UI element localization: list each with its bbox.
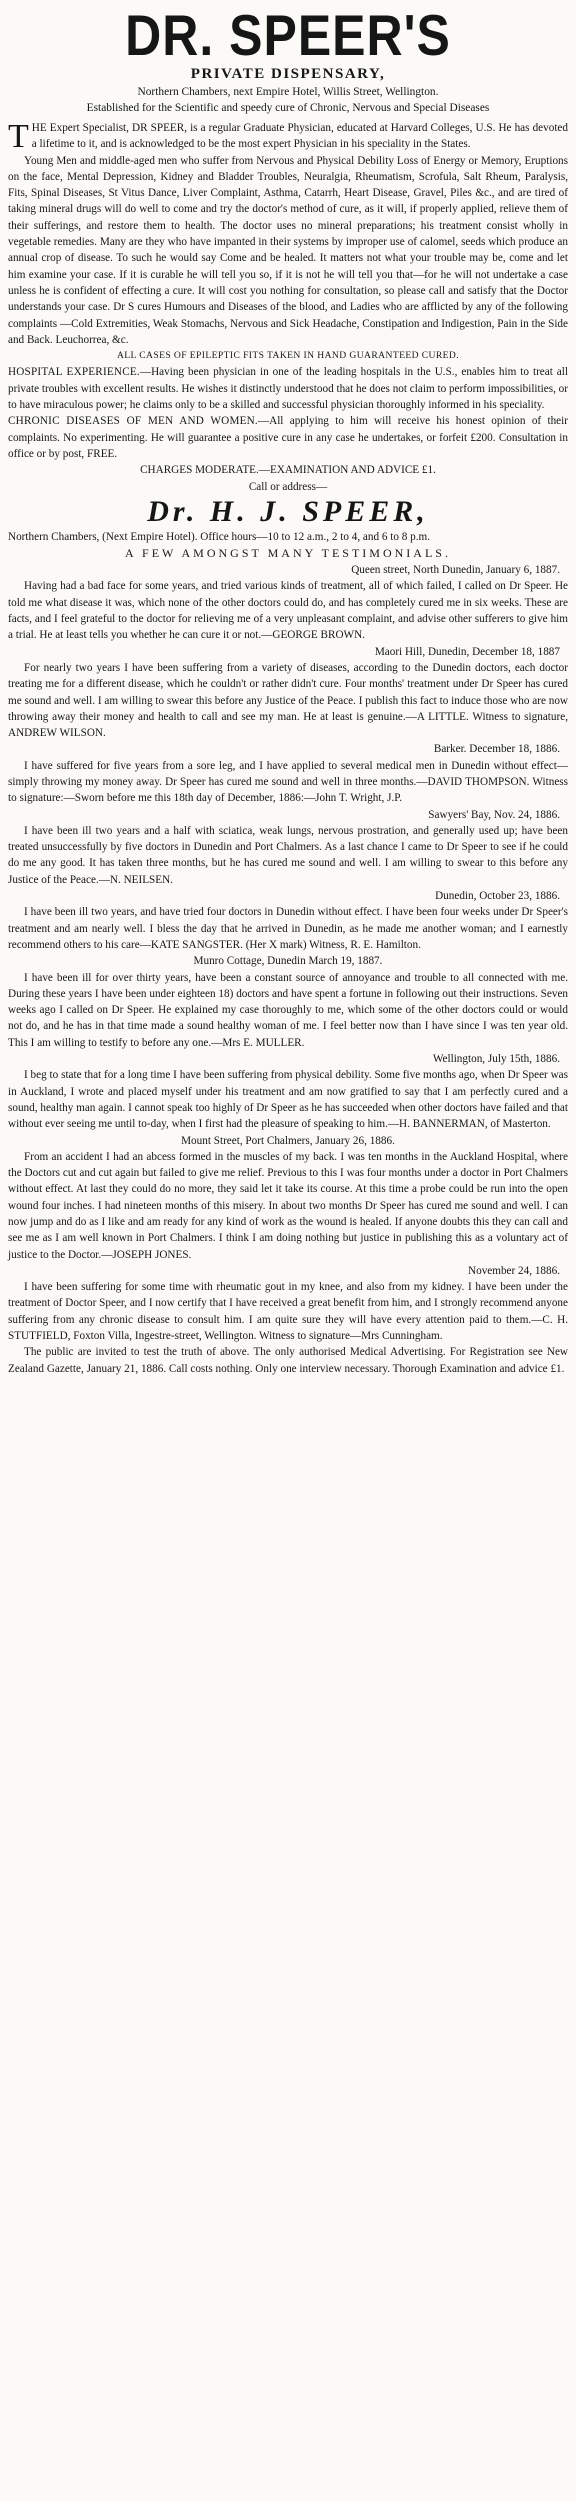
masthead-title: DR. SPEER'S bbox=[125, 3, 451, 68]
doctor-name: Dr. H. J. SPEER, bbox=[147, 494, 429, 528]
testimonial-place: November 24, 1886. bbox=[468, 1264, 560, 1277]
testimonial-text: I have been ill two years, and have tried four doctors in Dunedin without effect. I have been four weeks under Dr Speer's treatment and am nearly well. I bless the day that he arrived in Dunedin, as he made me another woman; and I earnestly recommend others to his care—KATE SANGSTER. (Her X mark) Witness, R. E. Hamilton. bbox=[8, 906, 568, 951]
closing-paragraph: The public are invited to test the truth of above. The only authorised Medical Advertising. For Registration see New Zealand Gazette, January 21, 1886. Call costs nothing. Only one interview necessary. Thorough Examination and advice £1. bbox=[8, 1346, 568, 1375]
address-line-1: Northern Chambers, next Empire Hotel, Willis Street, Wellington. bbox=[137, 86, 439, 98]
subhead-title: PRIVATE DISPENSARY, bbox=[190, 66, 386, 82]
main-paragraph: Young Men and middle-aged men who suffer from Nervous and Physical Debility Loss of Energy or Memory, Eruptions on the face, Mental Depression, Kidney and Bladder Troubles, Neuralgia, Rheumatism, Scrofula, Salt Rheum, Paralysis, Fits, Spinal Diseases, St Vitus Dance, Liver Complaint, Asthma, Catarrh, Heart Disease, Gravel, Piles &c., and are tired of taking mineral drugs will do well to come and try the doctor's method of cure, as it will, if properly applied, relieve them of their sufferings, and restore them to health. The doctor uses no mineral preparations; his treatment consist wholly in vegetable remedies. Many are they who have impanted in their systems by improper use of calomel, seeds which produce an annual crop of disease. To such he would say Come and be healed. It matters not what your trouble may be, come and let him examine your case. If it is curable he will tell you so, if it is not he will tell you that—for he will not undertake a case unless he is confident of effecting a cure. It will cost you nothing for consultation, so please call and satisfy that the Doctor understands your case. Dr S cures Humours and Diseases of the blood, and Ladies who are afflicted by any of the following complaints —Cold Extremities, Weak Stomachs, Nervous and Sick Headache, Constipation and Indigestion, Pain in the Side and Back. Leuchorrea, &c. bbox=[8, 154, 568, 346]
testimonials-list bbox=[8, 562, 568, 1344]
hospital-text: —Having been physician in one of the leading hospitals in the U.S., enables him to treat all private troubles with excellent results. He wishes it distinctly understood that he does not claim to perform impossibilities, or to have miraculous power; he claims only to be a skilled and successful physician thoroughly informed in his speciality. bbox=[8, 366, 568, 412]
testimonial-text: Having had a bad face for some years, and tried various kinds of treatment, all of which failed, I called on Dr Speer. He told me what disease it was, which none of the other doctors could do, and has completely cured me in six weeks. These are facts, and I feel grateful to the doctor for relieving me of a very unpleasant complaint, and advise other sufferers to give him a trial. He at least tells you whether he can cure it or not.—GEORGE BROWN. bbox=[8, 580, 568, 642]
testimonial-place: Mount Street, Port Chalmers, January 26, 1886. bbox=[181, 1134, 395, 1147]
testimonial-text: I have been suffering for some time with rheumatic gout in my knee, and also from my kidney. I have been under the treatment of Doctor Speer, and I now certify that I have received a great benefit from him, and I strongly recommend anyone suffering from any chronic disease to consult him. I am quite sure they will have every attention paid to them.—C. H. STUTFIELD, Foxton Villa, Ingestre-street, Wellington. Witness to signature—Mrs Cunningham. bbox=[8, 1281, 568, 1343]
address-line-2: Established for the Scientific and speedy cure of Chronic, Nervous and Special Diseases bbox=[86, 101, 490, 114]
testimonial-place: Dunedin, October 23, 1886. bbox=[435, 890, 560, 903]
testimonial-text: I have suffered for five years from a sore leg, and I have applied to several medical men in Dunedin without effect—simply throwing my money away. Dr Speer has cured me sound and well in three months.—DAVID THOMPSON. Witness to signature:—Sworn before me this 18th day of December, 1886:—John T. Wright, J.P. bbox=[8, 759, 568, 805]
testimonial-place: Munro Cottage, Dunedin March 19, 1887. bbox=[193, 955, 383, 968]
chronic-text: —All applying to him will receive his honest opinion of their complaints. No experimenting. He will guarantee a positive cure in any case he undertakes, or forfeit £200. Consultation in office or by post, FREE. bbox=[8, 415, 568, 460]
testimonial-place: Wellington, July 15th, 1886. bbox=[432, 1053, 560, 1066]
testimonial-place: Sawyers' Bay, Nov. 24, 1886. bbox=[428, 808, 560, 821]
hospital-label: HOSPITAL EXPERIENCE. bbox=[8, 366, 140, 379]
intro-paragraph bbox=[8, 120, 568, 153]
advertisement-page bbox=[8, 0, 568, 1377]
testimonial-text: For nearly two years I have been suffering from a variety of diseases, according to the Dunedin doctors, each doctor treating me for a different disease, which he couldn't or rather didn't cure. Four months' treatment under Dr Speer has cured me sound and well. I am willing to swear this before any Justice of the Peace. I publish this fact to induce those who are now throwing away their money and health to call and see my man. He at least is genuine.—A LITTLE. Witness to signature, ANDREW WILSON. bbox=[8, 661, 568, 740]
testimonial-text: I have been ill two years and a half with sciatica, weak lungs, nervous prostration, and generally used up; have been treated unsuccessfully by five doctors in Dunedin and Port Chalmers. As a last chance I came to Dr Speer to see if he could do me any good. It has taken three months, but he has cured me sound and well. I am willing to swear to this before any Justice of the Peace.—N. NEILSEN. bbox=[8, 824, 568, 886]
chronic-paragraph bbox=[8, 413, 568, 462]
testimonials-title: A FEW AMONGST MANY TESTIMONIALS. bbox=[125, 546, 451, 561]
hospital-paragraph bbox=[8, 364, 568, 413]
office-line: Northern Chambers, (Next Empire Hotel). Office hours—10 to 12 a.m., 2 to 4, and 6 to 8 p.m. bbox=[8, 530, 431, 543]
intro-text: HE Expert Specialist, DR SPEER, is a regular Graduate Physician, educated at Harvard Colleges, U.S. He has devoted a lifetime to it, and is acknowledged to be the most expert Physician in his speciality in the States. bbox=[31, 122, 568, 151]
call-or-address: Call or address— bbox=[248, 480, 328, 493]
testimonial-place: Barker. December 18, 1886. bbox=[433, 743, 560, 756]
testimonial-text: I beg to state that for a long time I have been suffering from physical debility. Some five months ago, when Dr Speer was in Auckland, I wrote and placed myself under his treatment and am now gratified to say that I am perfectly cured and a sound, healthy man again. I cannot speak too highly of Dr Speer as he has succeeded when other doctors have failed and that without ever seeing me until to-day, when I first had the pleasure of speaking to him.—H. BANNERMAN, of Masterton. bbox=[8, 1069, 568, 1131]
epileptic-notice: ALL CASES OF EPILEPTIC FITS TAKEN IN HAND GUARANTEED CURED. bbox=[116, 350, 460, 362]
testimonial-text: I have been ill for over thirty years, have been a constant source of annoyance and trouble to all connected with me. During these years I have been under eighteen 18) doctors and have spent a fortune in following out their instructions. Seven weeks ago I called on Dr Speer. He explained my case thoroughly to me, which some of the other doctors could or would not do, and he has in that time made a sound healthy woman of me. I feel better now than I have since I was ten year old. This I am willing to testify to before any one.—Mrs E. MULLER. bbox=[8, 971, 568, 1049]
testimonial-text: From an accident I had an abcess formed in the muscles of my back. I was ten months in the Auckland Hospital, where the Doctors cut and cut again but failed to give me relief. Previous to this I was four months under a doctor in Port Chalmers without effect. At last they could do no more, they said let it take its course. At this time a probe could be run into the open wound four inches. I had nineteen months of this misery. In about two months Dr Speer has cured me sound and well. I can now jump and do as I like and am ready for any kind of work as the wound is healed. If anyone doubts this they can call and see me as I am well known in Port Chalmers. I think I am doing nothing but justice in publishing this as a voluntary act of justice to the Doctor.—JOSEPH JONES. bbox=[8, 1150, 568, 1261]
testimonial-place: Queen street, North Dunedin, January 6, 1887. bbox=[351, 564, 560, 577]
testimonial-place: Maori Hill, Dunedin, December 18, 1887 bbox=[374, 645, 560, 658]
chronic-label: CHRONIC DISEASES OF MEN AND WOMEN. bbox=[8, 415, 258, 428]
charges-line: CHARGES MODERATE.—EXAMINATION AND ADVICE £1. bbox=[140, 464, 436, 477]
drop-cap: T bbox=[8, 118, 29, 155]
